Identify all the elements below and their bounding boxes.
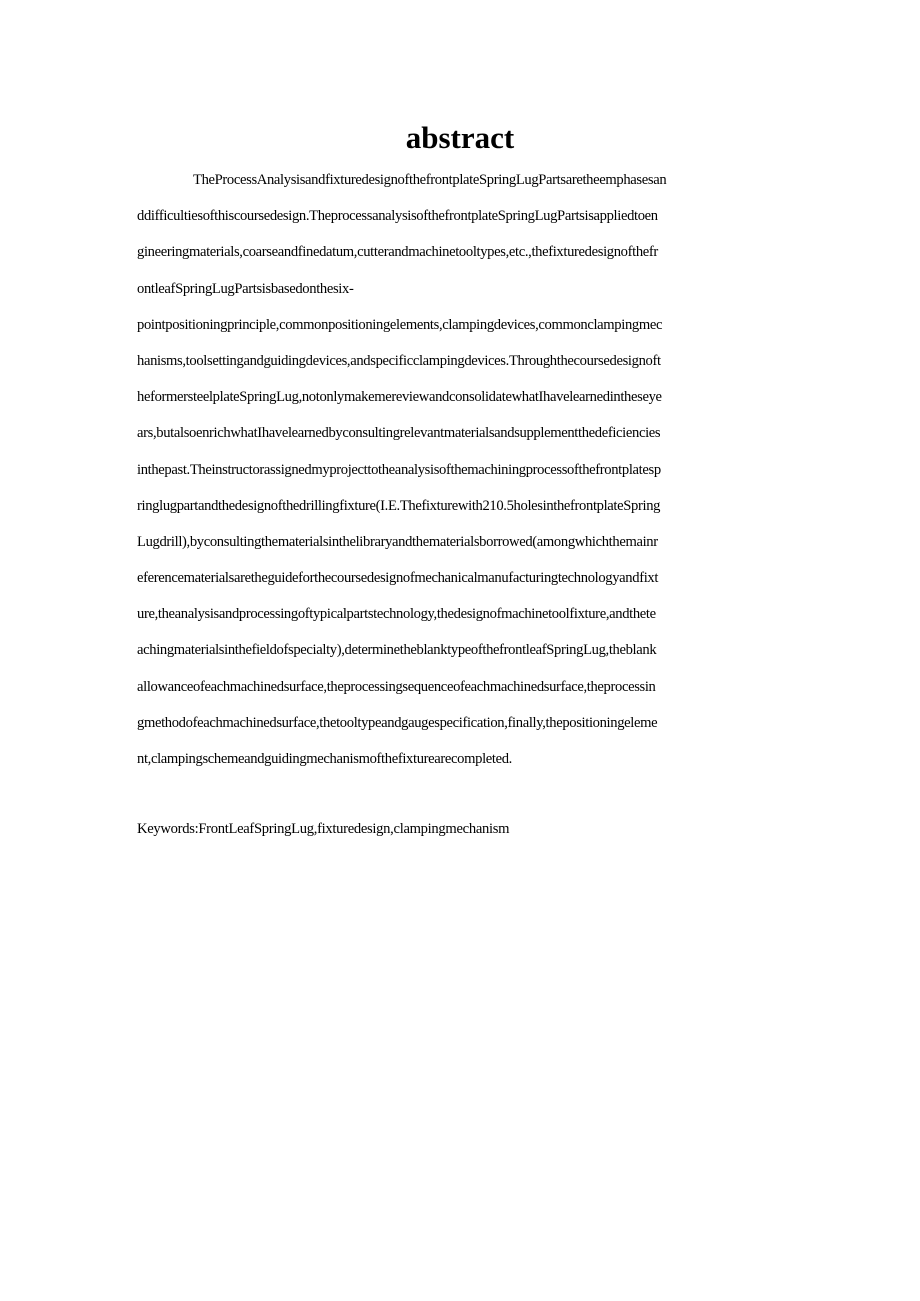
abstract-title: abstract: [405, 120, 515, 155]
abstract-line: ringlugpartandthedesignofthedrillingfixture(I.E.Thefixturewith210.5holesinthefrontplateSpring: [137, 497, 661, 514]
abstract-line: inthepast.Theinstructorassignedmyprojecttotheanalysisofthemachiningprocessofthefrontplatesp: [137, 461, 661, 478]
abstract-line: gmethodofeachmachinedsurface,thetooltypeandgaugespecification,finally,thepositioningeleme: [137, 714, 658, 731]
abstract-line: nt,clampingschemeandguidingmechanismofthefixturearecompleted.: [137, 751, 512, 767]
abstract-line: ddifficultiesofthiscoursedesign.TheprocessanalysisofthefrontplateSpringLugPartsisappliedtoen: [137, 208, 658, 225]
abstract-line: eferencematerialsaretheguideforthecoursedesignofmechanicalmanufacturingtechnologyandfixt: [137, 570, 659, 587]
abstract-line: Lugdrill),byconsultingthematerialsinthelibraryandthematerialsborrowed(amongwhichthemainr: [137, 533, 658, 550]
abstract-line: ars,butalsoenrichwhatIhavelearnedbyconsultingrelevantmaterialsandsupplementthedeficiencies: [137, 425, 661, 442]
abstract-line: achingmaterialsinthefieldofspecialty),determinetheblanktypeofthefrontleafSpringLug,theblank: [137, 642, 657, 659]
abstract-line: TheProcessAnalysisandfixturedesignofthefrontplateSpringLugPartsaretheemphasesan: [193, 172, 667, 188]
abstract-line: gineeringmaterials,coarseandfinedatum,cutterandmachinetooltypes,etc.,thefixturedesignofthefr: [137, 244, 658, 261]
abstract-line: allowanceofeachmachinedsurface,theprocessingsequenceofeachmachinedsurface,theprocessin: [137, 678, 656, 695]
abstract-line: heformersteelplateSpringLug,notonlymakemereviewandconsolidatewhatIhavelearnedintheseye: [137, 389, 662, 406]
keywords-line: Keywords:FrontLeafSpringLug,fixturedesign,clampingmechanism: [137, 821, 510, 837]
abstract-line: ontleafSpringLugPartsisbasedonthesix-: [137, 280, 354, 297]
abstract-line: hanisms,toolsettingandguidingdevices,andspecificclampingdevices.Throughthecoursedesignoft: [137, 352, 661, 369]
abstract-line: pointpositioningprinciple,commonpositioningelements,clampingdevices,commonclampingmec: [137, 316, 663, 333]
abstract-line: ure,theanalysisandprocessingoftypicalpartstechnology,thedesignofmachinetoolfixture,andthete: [137, 606, 656, 623]
abstract-body: [137, 162, 797, 777]
